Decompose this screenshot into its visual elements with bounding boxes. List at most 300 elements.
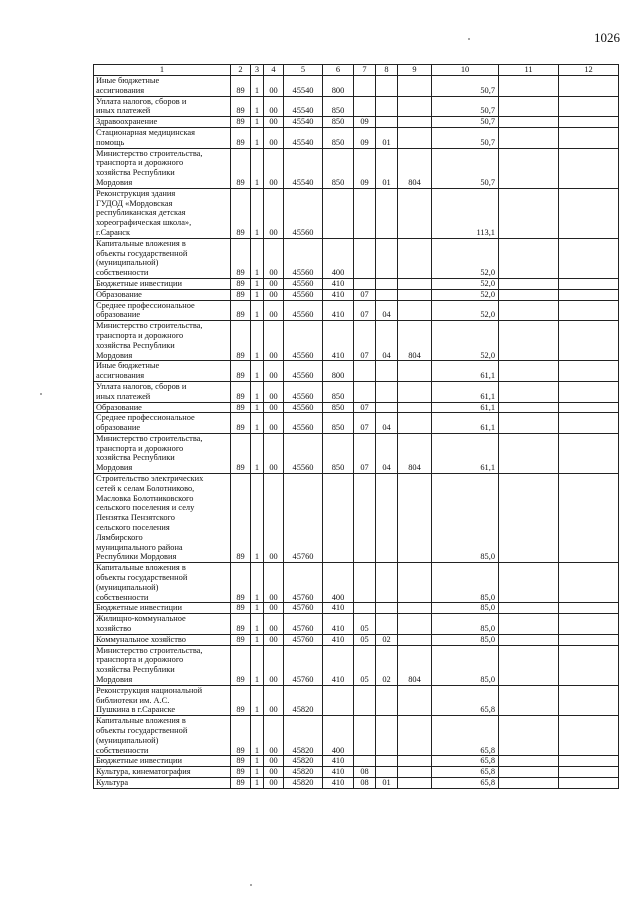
col-5-cell: 45560 <box>284 289 323 300</box>
col-11-cell <box>499 278 559 289</box>
column-header: 4 <box>264 65 284 76</box>
col-5-cell: 45820 <box>284 767 323 778</box>
col-5-cell: 45760 <box>284 645 323 685</box>
col-12-cell <box>559 634 619 645</box>
col-4-cell: 00 <box>264 433 284 473</box>
col-3-cell: 1 <box>251 321 264 361</box>
col-11-cell <box>499 634 559 645</box>
scan-speck <box>468 38 470 40</box>
col-7-cell: 09 <box>354 148 376 188</box>
col-9-cell <box>398 127 432 148</box>
col-9-cell: 804 <box>398 645 432 685</box>
col-5-cell: 45560 <box>284 413 323 434</box>
col-12-cell <box>559 413 619 434</box>
col-2-cell: 89 <box>231 777 251 788</box>
col-7-cell <box>354 96 376 117</box>
col-2-cell: 89 <box>231 767 251 778</box>
col-5-cell: 45820 <box>284 716 323 756</box>
col-3-cell: 1 <box>251 127 264 148</box>
col-10-cell: 50,7 <box>432 127 499 148</box>
col-10-cell: 113,1 <box>432 188 499 238</box>
col-5-cell: 45760 <box>284 563 323 603</box>
column-header: 2 <box>231 65 251 76</box>
col-12-cell <box>559 148 619 188</box>
col-7-cell: 05 <box>354 645 376 685</box>
col-12-cell <box>559 361 619 382</box>
col-4-cell: 00 <box>264 614 284 635</box>
row-name-cell: Уплата налогов, сборов и иных платежей <box>94 96 231 117</box>
col-2-cell: 89 <box>231 381 251 402</box>
col-5-cell: 45560 <box>284 361 323 382</box>
col-11-cell <box>499 756 559 767</box>
col-3-cell: 1 <box>251 188 264 238</box>
col-7-cell: 08 <box>354 777 376 788</box>
row-name-cell: Образование <box>94 289 231 300</box>
col-12-cell <box>559 278 619 289</box>
col-10-cell: 52,0 <box>432 321 499 361</box>
table-row <box>94 188 619 238</box>
row-name-cell: Стационарная медицинская помощь <box>94 127 231 148</box>
col-3-cell: 1 <box>251 238 264 278</box>
col-6-cell: 850 <box>323 413 354 434</box>
col-9-cell <box>398 289 432 300</box>
col-4-cell: 00 <box>264 716 284 756</box>
col-6-cell <box>323 188 354 238</box>
row-name-cell: Бюджетные инвестиции <box>94 278 231 289</box>
col-6-cell: 410 <box>323 321 354 361</box>
col-11-cell <box>499 148 559 188</box>
column-header: 8 <box>376 65 398 76</box>
row-name-cell: Реконструкция здания ГУДОД «Мордовская республиканская детская хореографическая школа», г.Саранск <box>94 188 231 238</box>
col-6-cell: 410 <box>323 300 354 321</box>
col-11-cell <box>499 603 559 614</box>
col-5-cell: 45560 <box>284 188 323 238</box>
col-9-cell <box>398 76 432 97</box>
col-10-cell: 65,8 <box>432 716 499 756</box>
col-5-cell: 45560 <box>284 300 323 321</box>
col-5-cell: 45540 <box>284 117 323 128</box>
col-10-cell: 85,0 <box>432 614 499 635</box>
col-10-cell: 61,1 <box>432 433 499 473</box>
col-9-cell <box>398 685 432 715</box>
col-11-cell <box>499 76 559 97</box>
col-11-cell <box>499 127 559 148</box>
col-4-cell: 00 <box>264 96 284 117</box>
col-5-cell: 45540 <box>284 127 323 148</box>
col-11-cell <box>499 238 559 278</box>
col-9-cell: 804 <box>398 148 432 188</box>
col-4-cell: 00 <box>264 300 284 321</box>
col-5-cell: 45560 <box>284 238 323 278</box>
col-3-cell: 1 <box>251 289 264 300</box>
col-8-cell <box>376 289 398 300</box>
table-row <box>94 767 619 778</box>
table-row <box>94 634 619 645</box>
table-row <box>94 381 619 402</box>
col-8-cell <box>376 614 398 635</box>
col-9-cell: 804 <box>398 433 432 473</box>
col-11-cell <box>499 433 559 473</box>
col-8-cell: 04 <box>376 433 398 473</box>
col-6-cell: 400 <box>323 238 354 278</box>
col-3-cell: 1 <box>251 300 264 321</box>
col-11-cell <box>499 563 559 603</box>
col-4-cell: 00 <box>264 238 284 278</box>
col-10-cell: 65,8 <box>432 767 499 778</box>
table-row <box>94 278 619 289</box>
col-4-cell: 00 <box>264 603 284 614</box>
col-8-cell <box>376 278 398 289</box>
col-8-cell: 02 <box>376 634 398 645</box>
col-5-cell: 45560 <box>284 278 323 289</box>
col-2-cell: 89 <box>231 127 251 148</box>
col-7-cell: 09 <box>354 117 376 128</box>
col-9-cell <box>398 474 432 563</box>
row-name-cell: Жилищно-коммунальное хозяйство <box>94 614 231 635</box>
col-8-cell: 04 <box>376 413 398 434</box>
col-5-cell: 45820 <box>284 777 323 788</box>
col-3-cell: 1 <box>251 96 264 117</box>
row-name-cell: Иные бюджетные ассигнования <box>94 76 231 97</box>
col-5-cell: 45540 <box>284 148 323 188</box>
table-row <box>94 603 619 614</box>
col-11-cell <box>499 474 559 563</box>
table-row <box>94 238 619 278</box>
col-3-cell: 1 <box>251 413 264 434</box>
col-10-cell: 85,0 <box>432 603 499 614</box>
column-header: 12 <box>559 65 619 76</box>
col-3-cell: 1 <box>251 381 264 402</box>
col-2-cell: 89 <box>231 117 251 128</box>
col-8-cell: 04 <box>376 300 398 321</box>
col-12-cell <box>559 381 619 402</box>
col-3-cell: 1 <box>251 117 264 128</box>
table-row <box>94 433 619 473</box>
col-5-cell: 45760 <box>284 634 323 645</box>
col-12-cell <box>559 127 619 148</box>
col-8-cell: 02 <box>376 645 398 685</box>
row-name-cell: Здравоохранение <box>94 117 231 128</box>
row-name-cell: Уплата налогов, сборов и иных платежей <box>94 381 231 402</box>
col-7-cell <box>354 716 376 756</box>
col-4-cell: 00 <box>264 685 284 715</box>
row-name-cell: Министерство строительства, транспорта и дорожного хозяйства Республики Мордовия <box>94 433 231 473</box>
row-name-cell: Министерство строительства, транспорта и дорожного хозяйства Республики Мордовия <box>94 321 231 361</box>
col-4-cell: 00 <box>264 117 284 128</box>
col-10-cell: 85,0 <box>432 563 499 603</box>
col-8-cell <box>376 563 398 603</box>
col-7-cell <box>354 685 376 715</box>
table-row <box>94 614 619 635</box>
table-row <box>94 148 619 188</box>
col-9-cell <box>398 614 432 635</box>
col-9-cell <box>398 381 432 402</box>
column-header: 5 <box>284 65 323 76</box>
col-4-cell: 00 <box>264 127 284 148</box>
col-10-cell: 85,0 <box>432 634 499 645</box>
col-6-cell: 850 <box>323 117 354 128</box>
col-12-cell <box>559 777 619 788</box>
col-7-cell <box>354 474 376 563</box>
page-number: 1026 <box>594 30 620 45</box>
col-2-cell: 89 <box>231 321 251 361</box>
col-10-cell: 61,1 <box>432 381 499 402</box>
table-row <box>94 413 619 434</box>
col-10-cell: 65,8 <box>432 685 499 715</box>
col-5-cell: 45560 <box>284 402 323 413</box>
col-8-cell: 01 <box>376 148 398 188</box>
col-4-cell: 00 <box>264 76 284 97</box>
col-2-cell: 89 <box>231 603 251 614</box>
col-10-cell: 85,0 <box>432 645 499 685</box>
col-4-cell: 00 <box>264 563 284 603</box>
col-12-cell <box>559 767 619 778</box>
col-11-cell <box>499 645 559 685</box>
col-12-cell <box>559 289 619 300</box>
col-6-cell: 850 <box>323 148 354 188</box>
col-6-cell: 850 <box>323 127 354 148</box>
col-12-cell <box>559 300 619 321</box>
col-4-cell: 00 <box>264 474 284 563</box>
col-4-cell: 00 <box>264 402 284 413</box>
col-9-cell <box>398 278 432 289</box>
col-6-cell: 410 <box>323 289 354 300</box>
col-6-cell: 850 <box>323 433 354 473</box>
col-10-cell: 65,8 <box>432 756 499 767</box>
col-3-cell: 1 <box>251 756 264 767</box>
col-8-cell: 01 <box>376 777 398 788</box>
col-6-cell <box>323 474 354 563</box>
row-name-cell: Капитальные вложения в объекты государственной (муниципальной) собственности <box>94 716 231 756</box>
col-6-cell: 410 <box>323 645 354 685</box>
col-9-cell <box>398 716 432 756</box>
col-2-cell: 89 <box>231 716 251 756</box>
col-5-cell: 45820 <box>284 685 323 715</box>
col-4-cell: 00 <box>264 188 284 238</box>
col-9-cell <box>398 300 432 321</box>
col-12-cell <box>559 614 619 635</box>
col-8-cell <box>376 117 398 128</box>
col-7-cell: 07 <box>354 433 376 473</box>
column-header: 9 <box>398 65 432 76</box>
col-12-cell <box>559 96 619 117</box>
col-10-cell: 52,0 <box>432 300 499 321</box>
col-9-cell <box>398 402 432 413</box>
col-2-cell: 89 <box>231 300 251 321</box>
col-2-cell: 89 <box>231 413 251 434</box>
row-name-cell: Среднее профессиональное образование <box>94 413 231 434</box>
table-row <box>94 685 619 715</box>
col-3-cell: 1 <box>251 777 264 788</box>
col-11-cell <box>499 321 559 361</box>
col-12-cell <box>559 645 619 685</box>
col-12-cell <box>559 433 619 473</box>
col-11-cell <box>499 413 559 434</box>
table-row <box>94 300 619 321</box>
col-2-cell: 89 <box>231 238 251 278</box>
col-7-cell <box>354 381 376 402</box>
col-11-cell <box>499 614 559 635</box>
row-name-cell: Министерство строительства, транспорта и дорожного хозяйства Республики Мордовия <box>94 148 231 188</box>
col-6-cell: 850 <box>323 381 354 402</box>
row-name-cell: Культура <box>94 777 231 788</box>
row-name-cell: Бюджетные инвестиции <box>94 603 231 614</box>
col-4-cell: 00 <box>264 361 284 382</box>
col-12-cell <box>559 603 619 614</box>
row-name-cell: Строительство электрических сетей к селам Болотниково, Масловка Болотниковского сельского поселения и селу Пензятка Пензятского сельского поселения Лямбирского муниципального района Республики Мордовия <box>94 474 231 563</box>
col-11-cell <box>499 716 559 756</box>
col-3-cell: 1 <box>251 278 264 289</box>
col-2-cell: 89 <box>231 474 251 563</box>
col-3-cell: 1 <box>251 645 264 685</box>
col-12-cell <box>559 117 619 128</box>
col-2-cell: 89 <box>231 361 251 382</box>
col-6-cell: 410 <box>323 614 354 635</box>
row-name-cell: Бюджетные инвестиции <box>94 756 231 767</box>
col-6-cell: 400 <box>323 563 354 603</box>
col-5-cell: 45560 <box>284 321 323 361</box>
row-name-cell: Капитальные вложения в объекты государственной (муниципальной) собственности <box>94 238 231 278</box>
col-10-cell: 50,7 <box>432 148 499 188</box>
col-2-cell: 89 <box>231 614 251 635</box>
col-4-cell: 00 <box>264 148 284 188</box>
col-7-cell: 07 <box>354 300 376 321</box>
col-10-cell: 52,0 <box>432 238 499 278</box>
col-7-cell: 05 <box>354 634 376 645</box>
col-2-cell: 89 <box>231 96 251 117</box>
col-8-cell <box>376 474 398 563</box>
col-12-cell <box>559 402 619 413</box>
col-9-cell <box>398 563 432 603</box>
col-8-cell <box>376 238 398 278</box>
col-9-cell <box>398 756 432 767</box>
col-11-cell <box>499 188 559 238</box>
col-8-cell <box>376 361 398 382</box>
col-9-cell <box>398 603 432 614</box>
col-10-cell: 50,7 <box>432 76 499 97</box>
col-2-cell: 89 <box>231 289 251 300</box>
column-header: 3 <box>251 65 264 76</box>
col-12-cell <box>559 685 619 715</box>
col-12-cell <box>559 76 619 97</box>
col-11-cell <box>499 767 559 778</box>
table-row <box>94 645 619 685</box>
col-9-cell <box>398 188 432 238</box>
col-4-cell: 00 <box>264 767 284 778</box>
table-row <box>94 716 619 756</box>
col-3-cell: 1 <box>251 148 264 188</box>
col-11-cell <box>499 685 559 715</box>
col-10-cell: 61,1 <box>432 361 499 382</box>
col-9-cell <box>398 117 432 128</box>
col-10-cell: 61,1 <box>432 402 499 413</box>
scan-speck <box>250 884 252 886</box>
col-9-cell <box>398 767 432 778</box>
col-7-cell <box>354 76 376 97</box>
col-6-cell: 410 <box>323 756 354 767</box>
col-2-cell: 89 <box>231 756 251 767</box>
col-6-cell: 850 <box>323 96 354 117</box>
col-4-cell: 00 <box>264 289 284 300</box>
col-3-cell: 1 <box>251 402 264 413</box>
col-7-cell: 07 <box>354 413 376 434</box>
col-8-cell: 04 <box>376 321 398 361</box>
col-7-cell <box>354 188 376 238</box>
col-7-cell: 05 <box>354 614 376 635</box>
col-8-cell <box>376 76 398 97</box>
col-7-cell: 07 <box>354 289 376 300</box>
col-3-cell: 1 <box>251 614 264 635</box>
column-header: 7 <box>354 65 376 76</box>
col-7-cell <box>354 563 376 603</box>
col-8-cell <box>376 685 398 715</box>
table-row <box>94 127 619 148</box>
column-header: 10 <box>432 65 499 76</box>
col-12-cell <box>559 716 619 756</box>
col-5-cell: 45820 <box>284 756 323 767</box>
row-name-cell: Среднее профессиональное образование <box>94 300 231 321</box>
col-6-cell: 800 <box>323 76 354 97</box>
col-2-cell: 89 <box>231 685 251 715</box>
col-2-cell: 89 <box>231 278 251 289</box>
col-7-cell: 09 <box>354 127 376 148</box>
col-2-cell: 89 <box>231 433 251 473</box>
table-row <box>94 76 619 97</box>
col-12-cell <box>559 188 619 238</box>
col-12-cell <box>559 321 619 361</box>
col-2-cell: 89 <box>231 645 251 685</box>
scan-speck <box>40 393 42 395</box>
col-4-cell: 00 <box>264 413 284 434</box>
col-3-cell: 1 <box>251 563 264 603</box>
col-6-cell: 410 <box>323 777 354 788</box>
table-row <box>94 777 619 788</box>
col-8-cell <box>376 603 398 614</box>
col-9-cell <box>398 413 432 434</box>
col-3-cell: 1 <box>251 634 264 645</box>
col-8-cell <box>376 188 398 238</box>
col-6-cell: 410 <box>323 767 354 778</box>
col-7-cell <box>354 756 376 767</box>
column-header: 6 <box>323 65 354 76</box>
col-5-cell: 45560 <box>284 381 323 402</box>
col-8-cell <box>376 767 398 778</box>
col-2-cell: 89 <box>231 188 251 238</box>
col-7-cell: 07 <box>354 321 376 361</box>
col-2-cell: 89 <box>231 563 251 603</box>
col-12-cell <box>559 563 619 603</box>
col-3-cell: 1 <box>251 474 264 563</box>
col-6-cell: 410 <box>323 603 354 614</box>
col-6-cell: 410 <box>323 278 354 289</box>
col-4-cell: 00 <box>264 777 284 788</box>
col-5-cell: 45540 <box>284 96 323 117</box>
column-header: 11 <box>499 65 559 76</box>
table-row <box>94 117 619 128</box>
col-7-cell <box>354 278 376 289</box>
col-8-cell <box>376 756 398 767</box>
budget-table <box>93 64 619 789</box>
col-2-cell: 89 <box>231 148 251 188</box>
col-3-cell: 1 <box>251 603 264 614</box>
col-8-cell: 01 <box>376 127 398 148</box>
table-row <box>94 361 619 382</box>
col-2-cell: 89 <box>231 76 251 97</box>
row-name-cell: Культура, кинематография <box>94 767 231 778</box>
table-row <box>94 289 619 300</box>
col-9-cell <box>398 96 432 117</box>
table-row <box>94 321 619 361</box>
